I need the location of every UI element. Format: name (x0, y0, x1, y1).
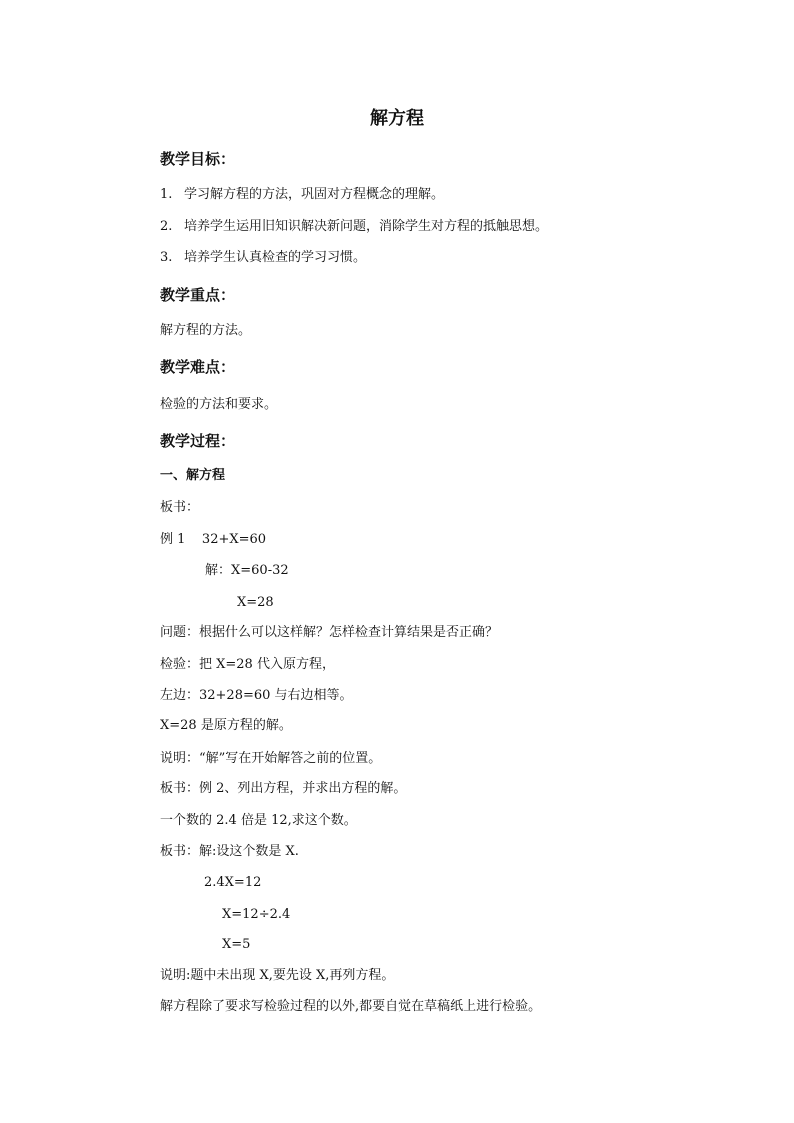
objective-number: 3. (160, 250, 173, 265)
solution-result: X=28 (237, 595, 274, 610)
objective-text: 培养学生认真检查的学习习惯。 (184, 250, 367, 265)
key-point-text: 解方程的方法。 (160, 323, 252, 338)
solution-step: 解：X=60-32 (205, 563, 289, 578)
objective-number: 1. (160, 187, 173, 202)
document-title: 解方程 (370, 108, 424, 129)
example-1-equation: 例 1 32+X=60 (160, 532, 267, 547)
problem-text: 一个数的 2.4 倍是 12,求这个数。 (160, 813, 357, 828)
objective-text: 学习解方程的方法，巩固对方程概念的理解。 (184, 187, 445, 202)
solution-conclusion: X=28 是原方程的解。 (160, 718, 292, 733)
objective-item-2 (160, 218, 548, 236)
closing-note: 解方程除了要求写检验过程的以外,都要自觉在草稿纸上进行检验。 (160, 999, 542, 1014)
objective-item-1 (160, 186, 444, 204)
check-left-side: 左边：32+28=60 与右边相等。 (160, 688, 353, 703)
difficulty-heading: 教学难点： (160, 358, 236, 376)
equation-step: 2.4X=12 (204, 875, 262, 890)
check-text: 检验：把 X=28 代入原方程， (160, 657, 335, 672)
board-label: 板书： (160, 500, 200, 515)
objective-number: 2. (160, 219, 173, 234)
objectives-heading: 教学目标： (160, 150, 236, 168)
board-example-2: 板书：例 2、列出方程，并求出方程的解。 (160, 781, 407, 796)
key-point-heading: 教学重点： (160, 286, 236, 304)
section-heading: 一、解方程 (160, 468, 226, 483)
objective-text: 培养学生运用旧知识解决新问题，消除学生对方程的抵触思想。 (184, 219, 549, 234)
note-text: 说明：“解”写在开始解答之前的位置。 (160, 751, 382, 766)
equation-step: X=12÷2.4 (222, 907, 291, 922)
objective-item-3 (160, 249, 366, 267)
note-text: 说明:题中未出现 X,要先设 X,再列方程。 (160, 968, 395, 983)
equation-result: X=5 (222, 937, 251, 952)
process-heading: 教学过程： (160, 432, 236, 450)
difficulty-text: 检验的方法和要求。 (160, 397, 278, 412)
board-solution: 板书：解:设这个数是 X. (160, 844, 299, 859)
question-text: 问题：根据什么可以这样解？怎样检查计算结果是否正确？ (160, 625, 499, 640)
